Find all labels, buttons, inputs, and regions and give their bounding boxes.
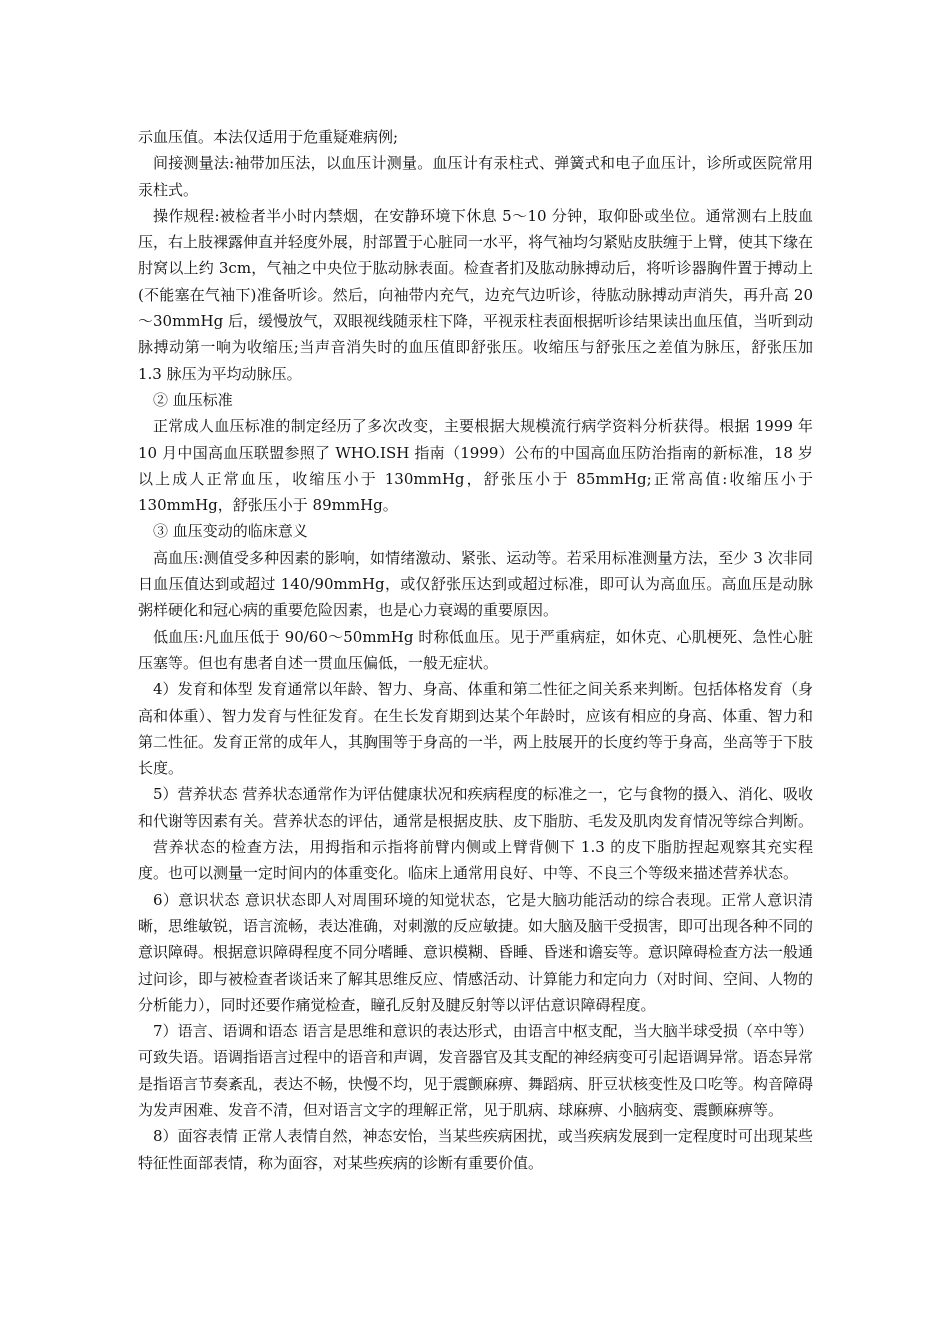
paragraph-development: 4）发育和体型 发育通常以年龄、智力、身高、体重和第二性征之间关系来判断。包括体格发育（身高和体重）、智力发育与性征发育。在生长发育期到达某个年龄时，应该有相应的身高、体重、智力和第二性征。发育正常的成年人，其胸围等于身高的一半，两上肢展开的长度约等于身高，坐高等于下肢长度。: [138, 680, 814, 778]
paragraph-indirect-measurement: 间接测量法:袖带加压法，以血压计测量。血压计有汞柱式、弹簧式和电子血压计，诊所或医院常用汞柱式。: [138, 154, 813, 199]
paragraph-language: 7）语言、语调和语态 语言是思维和意识的表达形式，由语言中枢支配，当大脑半球受损（卒中等）可致失语。语调指语言过程中的语音和声调，发音器官及其支配的神经病变可引起语调异常。语态异常是指语言节奏紊乱，表达不畅，快慢不均，见于震颤麻痹、舞蹈病、肝豆状核变性及口吃等。构音障碍为发声困难、发音不清，但对语言文字的理解正常，见于肌病、球麻痹、小脑病变、震颤麻痹等。: [138, 1022, 814, 1119]
paragraph-hypertension: 高血压:测值受多种因素的影响，如情绪激动、紧张、运动等。若采用标准测量方法，至少 3 次非同日血压值达到或超过 140/90mmHg，或仅舒张压达到或超过标准，即可认为高血压。高血压是动脉粥样硬化和冠心病的重要危险因素，也是心力衰竭的重要原因。: [138, 548, 813, 620]
paragraph-facial-expression: 8）面容表情 正常人表情自然，神态安怡，当某些疾病困扰，或当疾病发展到一定程度时可出现某些特征性面部表情，称为面容，对某些疾病的诊断有重要价值。: [138, 1127, 813, 1172]
paragraph-consciousness: 6）意识状态 意识状态即人对周围环境的知觉状态，它是大脑功能活动的综合表现。正常人意识清晰，思维敏锐，语言流畅，表达准确，对刺激的反应敏捷。如大脑及脑干受损害，即可出现各种不同的意识障碍。根据意识障碍程度不同分嗜睡、意识模糊、昏睡、昏迷和谵妄等。意识障碍检查方法一般通过问诊，即与被检查者谈话来了解其思维反应、情感活动、计算能力和定向力（对时间、空间、人物的分析能力），同时还要作痛觉检查，瞳孔反射及腱反射等以评估意识障碍程度。: [138, 890, 814, 1014]
document-page: [138, 124, 813, 1176]
paragraph-bp-standard: 正常成人血压标准的制定经历了多次改变，主要根据大规模流行病学资料分析获得。根据 1999 年 10 月中国高血压联盟参照了 WHO.ISH 指南（1999）公布的中国高血压防治指南的新标准，18 岁以上成人正常血压，收缩压小于 130mmHg，舒张压小于 85mmHg;正常高值:收缩压小于 130mmHg，舒张压小于 89mmHg。: [138, 417, 813, 515]
paragraph-nutrition-method: 营养状态的检查方法，用拇指和示指将前臂内侧或上臂背侧下 1.3 的皮下脂肪捏起观察其充实程度。也可以测量一定时间内的体重变化。临床上通常用良好、中等、不良三个等级来描述营养状态。: [138, 838, 813, 883]
paragraph-hypotension: 低血压:凡血压低于 90/60～50mmHg 时称低血压。见于严重病症，如休克、心肌梗死、急性心脏压塞等。但也有患者自述一贯血压偏低，一般无症状。: [138, 627, 813, 672]
paragraph-procedure: 操作规程:被检者半小时内禁烟，在安静环境下休息 5～10 分钟，取仰卧或坐位。通常测右上肢血压，右上肢裸露伸直并轻度外展，肘部置于心脏同一水平，将气袖均匀紧贴皮肤缠于上臂，使其下缘在肘窝以上约 3cm，气袖之中央位于肱动脉表面。检查者扪及肱动脉搏动后，将听诊器胸件置于搏动上(不能塞在气袖下)准备听诊。然后，向袖带内充气，边充气边听诊，待肱动脉搏动声消失，再升高 20～30mmHg 后，缓慢放气，双眼视线随汞柱下降，平视汞柱表面根据听诊结果读出血压值，当听到动脉搏动第一响为收缩压;当声音消失时的血压值即舒张压。收缩压与舒张压之差值为脉压，舒张压加 1.3 脉压为平均动脉压。: [138, 206, 814, 383]
heading-blood-pressure-standard: ② 血压标准: [153, 390, 233, 409]
heading-bp-clinical-significance: ③ 血压变动的临床意义: [153, 522, 308, 541]
paragraph-nutrition: 5）营养状态 营养状态通常作为评估健康状况和疾病程度的标准之一，它与食物的摄入、消化、吸收和代谢等因素有关。营养状态的评估，通常是根据皮肤、皮下脂肪、毛发及肌肉发育情况等综合判断。: [138, 785, 814, 830]
paragraph-continuation: 示血压值。本法仅适用于危重疑难病例;: [138, 128, 399, 146]
